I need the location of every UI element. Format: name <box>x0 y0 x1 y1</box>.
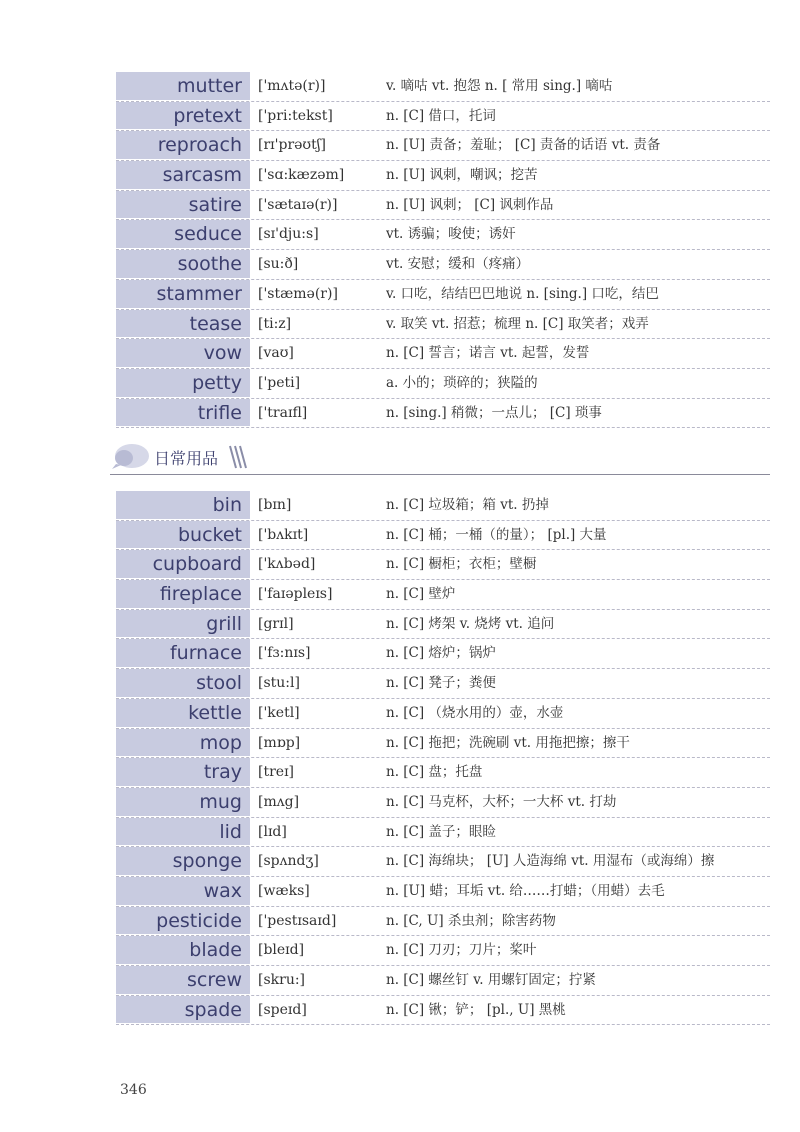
vocab-table-2 <box>116 491 770 1025</box>
headword: stool <box>116 669 250 698</box>
phonetic: ['pri:tekst] <box>258 107 333 124</box>
headword: satire <box>116 191 250 220</box>
table-row <box>116 310 770 340</box>
headword: pretext <box>116 102 250 131</box>
definition: n. [C] 凳子；粪便 <box>386 675 496 692</box>
headword: blade <box>116 936 250 965</box>
phonetic: [bɪn] <box>258 497 292 513</box>
definition: a. 小的；琐碎的；狭隘的 <box>386 374 538 391</box>
definition: n. [C] 烤架 v. 烧烤 vt. 追问 <box>386 615 555 632</box>
definition: n. [U] 讽刺； [C] 讽刺作品 <box>386 196 554 213</box>
table-row <box>116 966 770 996</box>
headword: mutter <box>116 72 250 101</box>
definition: n. [C] 盖子；眼睑 <box>386 823 496 840</box>
headword: furnace <box>116 639 250 668</box>
definition: n. [C] 海绵块； [U] 人造海绵 vt. 用湿布（或海绵）擦 <box>386 853 715 870</box>
section-header <box>110 440 770 475</box>
definition: n. [C] 誓言；诺言 vt. 起誓，发誓 <box>386 345 590 362</box>
table-row <box>116 877 770 907</box>
phonetic: [treɪ] <box>258 764 295 781</box>
headword: seduce <box>116 220 250 249</box>
table-row <box>116 250 770 280</box>
phonetic: ['stæmə(r)] <box>258 285 338 302</box>
table-row <box>116 72 770 102</box>
headword: spade <box>116 996 250 1025</box>
definition: n. [U] 蜡；耳垢 vt. 给……打蜡；（用蜡）去毛 <box>386 882 665 899</box>
definition: n. [U] 责备；羞耻； [C] 责备的话语 vt. 责备 <box>386 137 661 154</box>
definition: n. [C] （烧水用的）壶，水壶 <box>386 704 564 721</box>
headword: bucket <box>116 521 250 550</box>
definition: vt. 安慰；缓和（疼痛） <box>386 256 530 273</box>
headword: sponge <box>116 847 250 876</box>
table-row <box>116 758 770 788</box>
phonetic: ['peti] <box>258 374 301 391</box>
table-row <box>116 220 770 250</box>
phonetic: ['bʌkɪt] <box>258 526 309 543</box>
headword: petty <box>116 369 250 398</box>
phonetic: [su:ð] <box>258 256 299 273</box>
headword: cupboard <box>116 550 250 579</box>
headword: lid <box>116 818 250 847</box>
headword: bin <box>116 491 250 520</box>
definition: n. [C] 刀刃；刀片；桨叶 <box>386 942 537 959</box>
definition: n. [C] 螺丝钉 v. 用螺钉固定；拧紧 <box>386 972 596 988</box>
table-row <box>116 699 770 729</box>
table-row <box>116 399 770 429</box>
phonetic: [rɪ'prəʊtʃ] <box>258 137 326 154</box>
table-row <box>116 191 770 221</box>
definition: v. 口吃，结结巴巴地说 n. [sing.] 口吃，结巴 <box>386 285 659 302</box>
table-row <box>116 131 770 161</box>
table-row <box>116 339 770 369</box>
table-row <box>116 161 770 191</box>
phonetic: [mɒp] <box>258 734 301 751</box>
phonetic: ['sɑ:kæzəm] <box>258 167 345 184</box>
phonetic: [bleɪd] <box>258 942 305 959</box>
phonetic: [vaʊ] <box>258 345 294 362</box>
headword: tease <box>116 310 250 339</box>
definition: n. [C] 橱柜；衣柜；壁橱 <box>386 556 537 573</box>
phonetic: [spʌndʒ] <box>258 853 319 870</box>
table-row <box>116 788 770 818</box>
table-row <box>116 521 770 551</box>
headword: sarcasm <box>116 161 250 190</box>
phonetic: [lɪd] <box>258 823 287 840</box>
definition: n. [C] 壁炉 <box>386 586 456 603</box>
definition: v. 取笑 vt. 招惹；梳理 n. [C] 取笑者；戏弄 <box>386 315 649 332</box>
definition: n. [U] 讽刺，嘲讽；挖苦 <box>386 167 538 184</box>
definition: n. [C] 拖把；洗碗刷 vt. 用拖把擦；擦干 <box>386 734 630 751</box>
headword: wax <box>116 877 250 906</box>
table-row <box>116 907 770 937</box>
definition: n. [C] 盘；托盘 <box>386 764 483 781</box>
headword: vow <box>116 339 250 368</box>
phonetic: ['traɪfl] <box>258 404 308 421</box>
page-number: 346 <box>120 1082 147 1098</box>
phonetic: [grɪl] <box>258 615 294 632</box>
headword: pesticide <box>116 907 250 936</box>
phonetic: [sɪ'dju:s] <box>258 226 319 243</box>
phonetic: [ti:z] <box>258 315 292 332</box>
phonetic: ['ketl] <box>258 704 300 721</box>
headword: stammer <box>116 280 250 309</box>
headword: screw <box>116 966 250 995</box>
headword: reproach <box>116 131 250 160</box>
phonetic: [wæks] <box>258 882 310 899</box>
headword: tray <box>116 758 250 787</box>
table-row <box>116 996 770 1026</box>
phonetic: ['pestɪsaɪd] <box>258 912 337 929</box>
definition: v. 嘀咕 vt. 抱怨 n. [ 常用 sing.] 嘀咕 <box>386 78 613 94</box>
phonetic: [skru:] <box>258 972 306 988</box>
table-row <box>116 491 770 521</box>
headword: mop <box>116 729 250 758</box>
table-row <box>116 729 770 759</box>
stripe-decoration <box>228 444 248 470</box>
table-row <box>116 669 770 699</box>
headword: fireplace <box>116 580 250 609</box>
definition: n. [C, U] 杀虫剂；除害药物 <box>386 912 556 929</box>
section-title: 日常用品 <box>154 449 219 468</box>
definition: vt. 诱骗；唆使；诱奸 <box>386 226 516 243</box>
definition: n. [C] 桶；一桶（的量）； [pl.] 大量 <box>386 526 607 543</box>
definition: n. [C] 锹；铲； [pl., U] 黑桃 <box>386 1001 566 1018</box>
phonetic: ['fɜ:nɪs] <box>258 645 311 662</box>
headword: trifle <box>116 399 250 428</box>
table-row <box>116 280 770 310</box>
definition: n. [C] 熔炉；锅炉 <box>386 645 496 662</box>
phonetic: ['sætaɪə(r)] <box>258 196 338 213</box>
phonetic: ['mʌtə(r)] <box>258 78 326 94</box>
table-row <box>116 847 770 877</box>
phonetic: ['kʌbəd] <box>258 556 316 573</box>
table-row <box>116 639 770 669</box>
table-row <box>116 580 770 610</box>
phonetic: [stu:l] <box>258 675 300 692</box>
speech-bubble-icon <box>110 442 150 470</box>
definition: n. [sing.] 稍微；一点儿； [C] 琐事 <box>386 404 602 421</box>
table-row <box>116 610 770 640</box>
table-row <box>116 936 770 966</box>
table-row <box>116 369 770 399</box>
headword: soothe <box>116 250 250 279</box>
vocab-table-1 <box>116 72 770 428</box>
definition: n. [C] 马克杯，大杯；一大杯 vt. 打劫 <box>386 793 617 810</box>
definition: n. [C] 垃圾箱；箱 vt. 扔掉 <box>386 497 549 513</box>
phonetic: ['faɪəpleɪs] <box>258 586 333 603</box>
headword: kettle <box>116 699 250 728</box>
headword: grill <box>116 610 250 639</box>
headword: mug <box>116 788 250 817</box>
phonetic: [mʌg] <box>258 793 300 810</box>
definition: n. [C] 借口，托词 <box>386 107 496 124</box>
phonetic: [speɪd] <box>258 1001 307 1018</box>
table-row <box>116 102 770 132</box>
table-row <box>116 818 770 848</box>
table-row <box>116 550 770 580</box>
